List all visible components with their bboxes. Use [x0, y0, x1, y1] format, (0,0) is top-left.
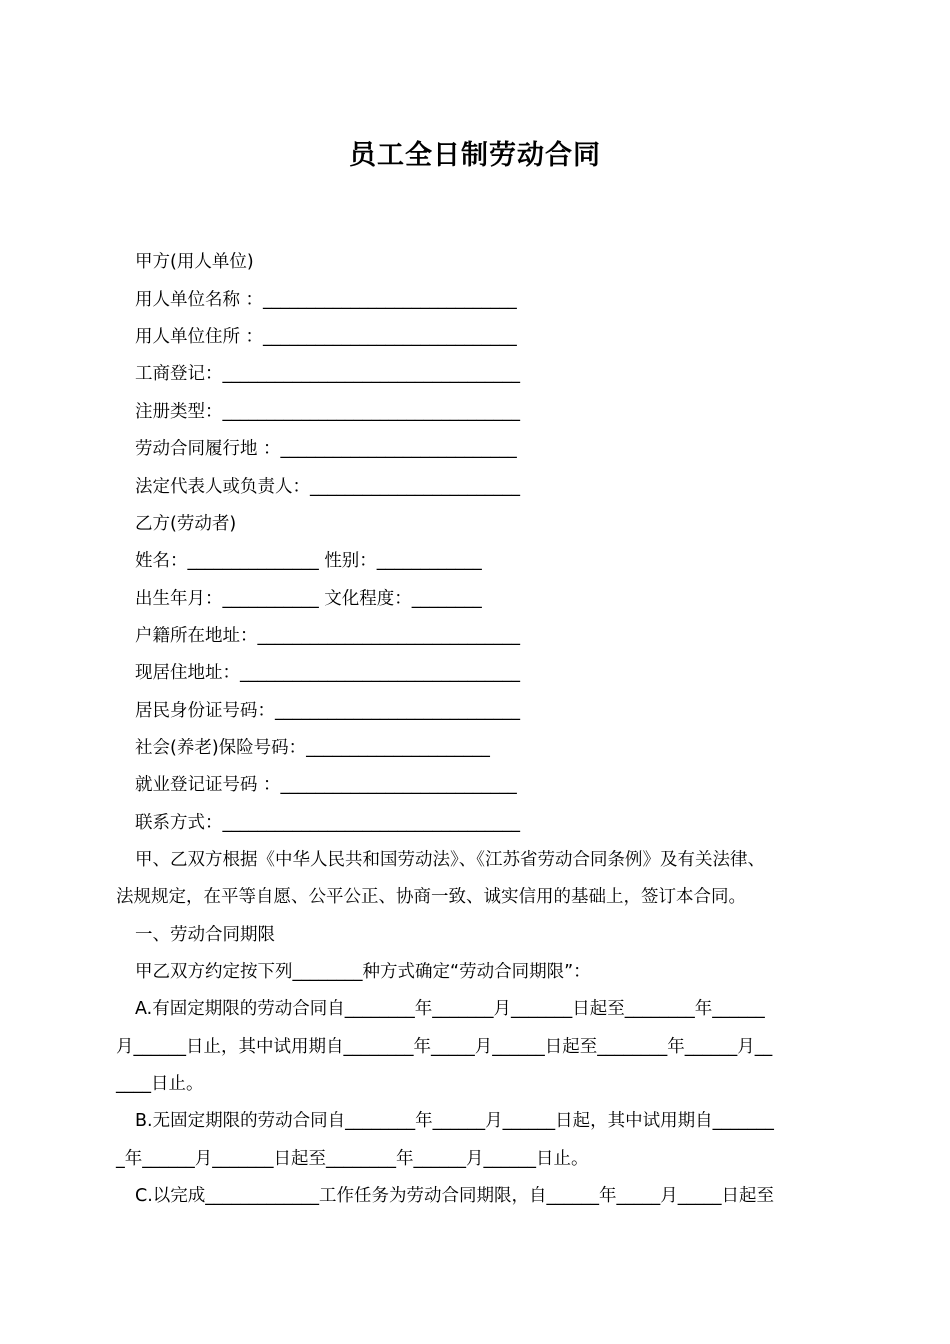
- section-1-heading: 一、劳动合同期限: [135, 925, 275, 945]
- document-title: 员工全日制劳动合同: [349, 140, 601, 171]
- preamble-line-1: 甲、乙双方根据《中华人民共和国劳动法》、《江苏省劳动合同条例》及有关法律、: [135, 850, 765, 870]
- preamble-line-2: 法规规定，在平等自愿、公平公正、协商一致、诚实信用的基础上，签订本合同。: [116, 887, 746, 907]
- employment-cert-field: 就业登记证号码 ：___________________________: [135, 775, 517, 795]
- registration-type-field: 注册类型：__________________________________: [135, 402, 520, 422]
- term-method-line: 甲乙双方约定按下列________种方式确定“劳动合同期限”：: [135, 962, 591, 982]
- option-a-line-3: ____日止。: [116, 1074, 204, 1094]
- employer-name-field: 用人单位名称 ：_____________________________: [135, 290, 517, 310]
- business-registration-field: 工商登记：__________________________________: [135, 364, 520, 384]
- party-a-heading: 甲方(用人单位): [135, 252, 254, 272]
- birth-education-field: 出生年月：___________ 文化程度：________: [135, 589, 482, 609]
- option-b-line-1: B.无固定期限的劳动合同自________年______月______日起，其中试用期自_______: [135, 1111, 774, 1131]
- insurance-number-field: 社会(养老)保险号码：_____________________: [135, 738, 490, 758]
- option-b-line-2: _年______月_______日起至________年______月______日止。: [116, 1149, 589, 1169]
- household-address-field: 户籍所在地址：______________________________: [135, 626, 520, 646]
- id-number-field: 居民身份证号码：____________________________: [135, 701, 520, 721]
- current-address-field: 现居住地址：________________________________: [135, 663, 520, 683]
- contract-location-field: 劳动合同履行地 ：___________________________: [135, 439, 517, 459]
- employer-address-field: 用人单位住所 ：_____________________________: [135, 327, 517, 347]
- name-gender-field: 姓名：_______________ 性别：____________: [135, 551, 482, 571]
- legal-representative-field: 法定代表人或负责人：________________________: [135, 477, 520, 497]
- party-b-heading: 乙方(劳动者): [135, 514, 237, 534]
- option-a-line-1: A.有固定期限的劳动合同自________年_______月_______日起至________年______: [135, 999, 765, 1019]
- option-c-line-1: C.以完成_____________工作任务为劳动合同期限，自______年_____月_____日起至: [135, 1186, 775, 1206]
- contact-field: 联系方式：__________________________________: [135, 813, 520, 833]
- option-a-line-2: 月______日止，其中试用期自________年_____月______日起至________年______月__: [116, 1037, 773, 1057]
